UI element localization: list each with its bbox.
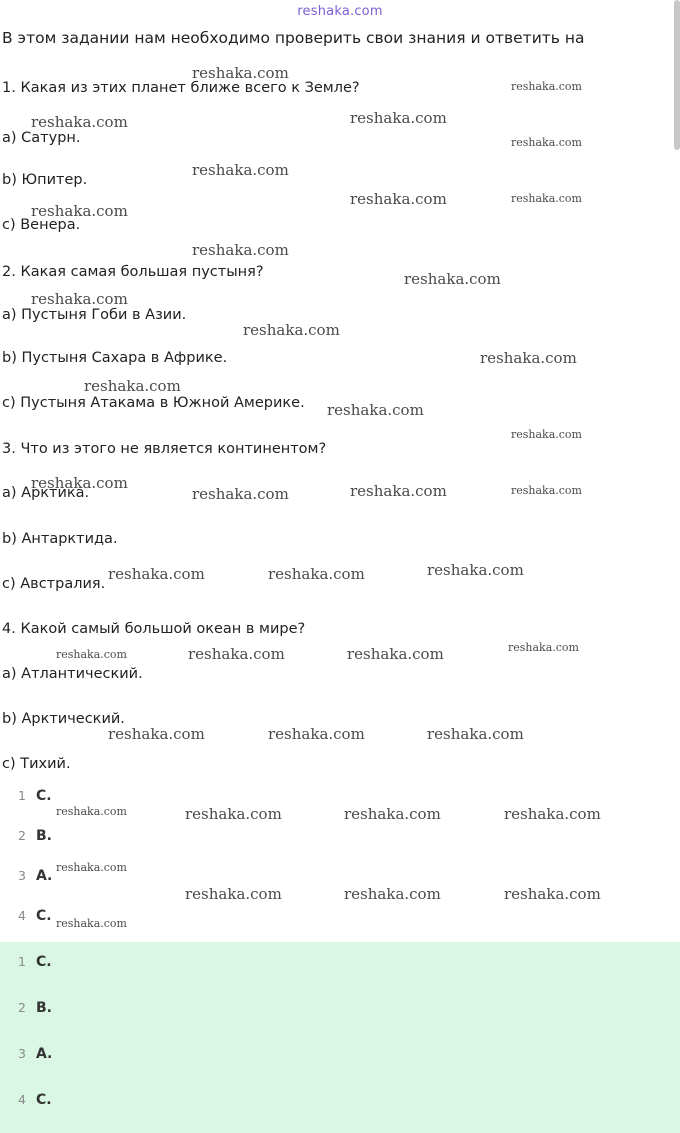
watermark-text: reshaka.com [511,484,582,497]
task-instruction: В этом задании нам необходимо проверить свои знания и ответить на [2,29,585,47]
watermark-text: reshaka.com [480,349,577,367]
watermark-text: reshaka.com [185,805,282,823]
answer-number: 4 [18,908,26,923]
answer-row [18,908,52,924]
watermark-text: reshaka.com [192,485,289,503]
watermark-text: reshaka.com [427,561,524,579]
answers-block-plain [0,788,680,940]
answer-row [18,1092,52,1108]
watermark-text: reshaka.com [344,885,441,903]
question-line: 3. Что из этого не является континентом? [2,441,327,457]
answer-value: C. [35,788,52,804]
watermark-text: reshaka.com [268,565,365,583]
watermark-text: reshaka.com [31,474,128,492]
watermark-text: reshaka.com [347,645,444,663]
answer-value: A. [35,868,53,884]
question-line: b) Арктический. [2,711,125,727]
scrollbar-thumb[interactable] [674,0,680,150]
answer-row [18,1000,52,1016]
watermark-text: reshaka.com [31,290,128,308]
site-brand-header: reshaka.com [297,4,383,19]
question-line: b) Юпитер. [2,172,88,188]
answer-value: C. [35,954,52,970]
watermark-text: reshaka.com [344,805,441,823]
watermark-text: reshaka.com [350,482,447,500]
answer-number: 4 [18,1092,26,1107]
question-line: a) Атлантический. [2,666,143,682]
answers-block-highlighted [0,942,680,1133]
answer-row [18,788,52,804]
question-line: c) Австралия. [2,576,106,592]
question-line: c) Тихий. [2,756,71,772]
watermark-text: reshaka.com [504,885,601,903]
answer-row [18,1046,52,1062]
answer-number: 3 [18,1046,26,1061]
question-line: a) Сатурн. [2,130,81,146]
watermark-text: reshaka.com [192,161,289,179]
answer-number: 1 [18,954,26,969]
question-line: b) Антарктида. [2,531,118,547]
watermark-text: reshaka.com [508,641,579,654]
watermark-text: reshaka.com [192,241,289,259]
watermark-text: reshaka.com [84,377,181,395]
question-line: c) Венера. [2,217,81,233]
watermark-text: reshaka.com [188,645,285,663]
watermark-text: reshaka.com [511,136,582,149]
watermark-text: reshaka.com [56,917,127,930]
watermark-text: reshaka.com [108,725,205,743]
answer-number: 2 [18,1000,26,1015]
answer-value: C. [35,908,52,924]
watermark-text: reshaka.com [511,428,582,441]
watermark-text: reshaka.com [56,648,127,661]
answer-row [18,868,52,884]
watermark-text: reshaka.com [185,885,282,903]
watermark-text: reshaka.com [192,64,289,82]
answer-value: A. [35,1046,53,1062]
watermark-text: reshaka.com [108,565,205,583]
watermark-text: reshaka.com [56,805,127,818]
watermark-text: reshaka.com [427,725,524,743]
answer-value: B. [35,1000,52,1016]
answer-value: B. [35,828,52,844]
watermark-text: reshaka.com [268,725,365,743]
question-line: 4. Какой самый большой океан в мире? [2,621,306,637]
question-line: c) Пустыня Атакама в Южной Америке. [2,395,305,411]
question-line: b) Пустыня Сахара в Африке. [2,350,228,366]
watermark-text: reshaka.com [31,113,128,131]
question-line: 1. Какая из этих планет ближе всего к Земле? [2,80,360,96]
watermark-text: reshaka.com [504,805,601,823]
answer-number: 1 [18,788,26,803]
watermark-text: reshaka.com [56,861,127,874]
watermark-text: reshaka.com [404,270,501,288]
answer-row [18,954,52,970]
scrollbar[interactable] [674,0,680,1133]
watermark-text: reshaka.com [511,80,582,93]
watermark-text: reshaka.com [511,192,582,205]
watermark-text: reshaka.com [350,190,447,208]
answer-value: C. [35,1092,52,1108]
answer-number: 2 [18,828,26,843]
watermark-text: reshaka.com [327,401,424,419]
question-line: 2. Какая самая большая пустыня? [2,264,264,280]
question-line: a) Пустыня Гоби в Азии. [2,307,187,323]
watermark-text: reshaka.com [350,109,447,127]
watermark-text: reshaka.com [31,202,128,220]
question-line: a) Арктика. [2,485,90,501]
answer-number: 3 [18,868,26,883]
watermark-text: reshaka.com [243,321,340,339]
answer-row [18,828,52,844]
